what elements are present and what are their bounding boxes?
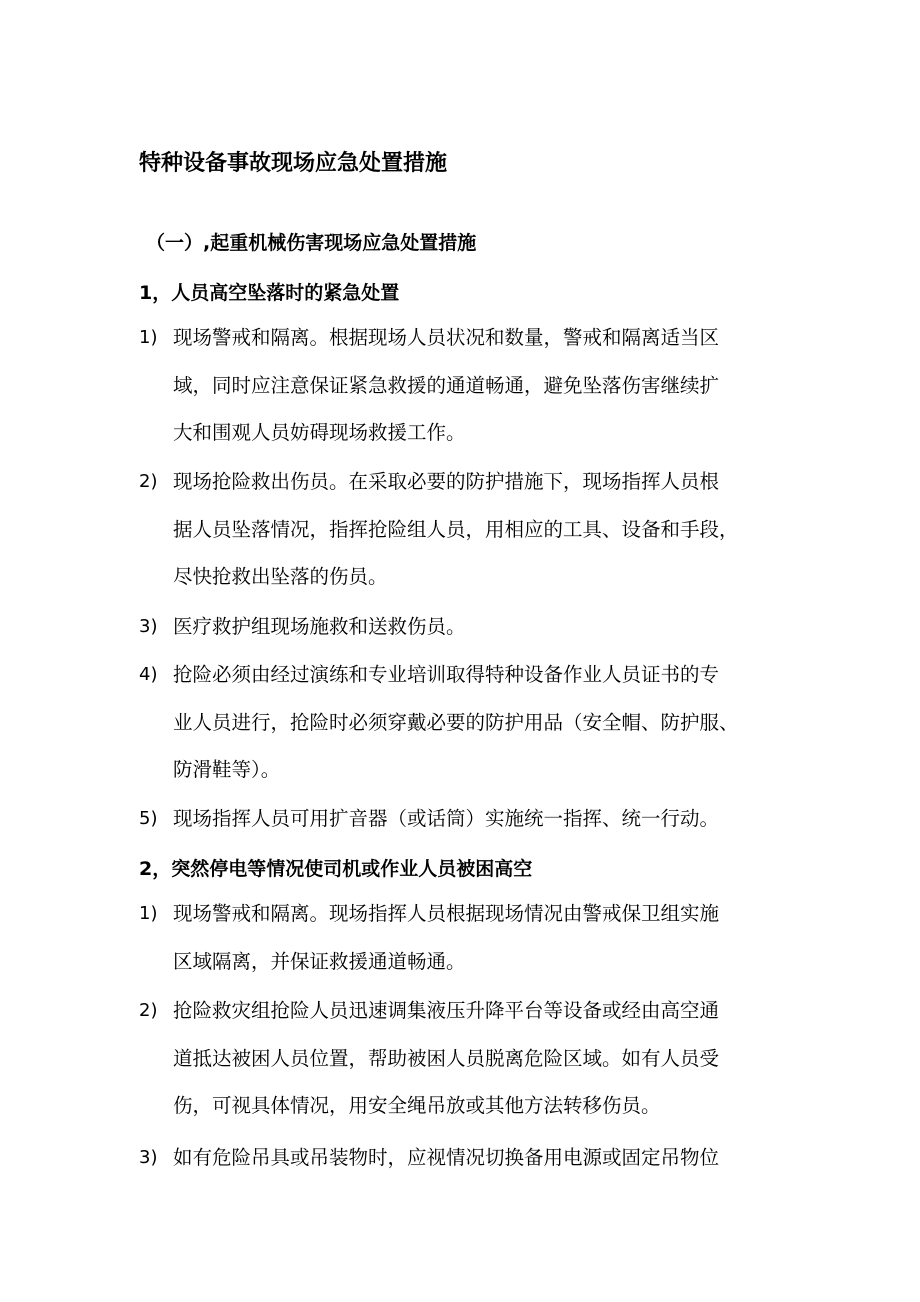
item-line: 伤，可视具体情况，用安全绳吊放或其他方法转移伤员。	[173, 1094, 661, 1117]
item-line: 防滑鞋等）。	[173, 758, 281, 781]
document-title: 特种设备事故现场应急处置措施	[139, 151, 448, 176]
item-text	[173, 890, 799, 985]
item-line: 现场警戒和隔离。现场指挥人员根据现场情况由警戒保卫组实施	[173, 902, 720, 925]
item-line: 如有危险吊具或吊装物时，应视情况切换备用电源或固定吊物位	[173, 1146, 720, 1169]
item-line: 据人员坠落情况，指挥抢险组人员，用相应的工具、设备和手段，	[173, 517, 739, 541]
item-line: 区域隔离，并保证救援通道畅通。	[173, 949, 466, 973]
item-line: 现场警戒和隔离。根据现场人员状况和数量，警戒和隔离适当区	[173, 326, 720, 349]
item-text	[173, 795, 799, 843]
item-number: 4)	[139, 664, 158, 685]
item-line: 抢险救灾组抢险人员迅速调集液压升降平台等设备或经由高空通	[173, 999, 720, 1022]
item-number: 1)	[139, 327, 158, 348]
item-line: 医疗救护组现场施救和送救伤员。	[173, 615, 466, 638]
subsection-heading-2: 2，突然停电等情况使司机或作业人员被困高空	[139, 858, 533, 880]
item-line: 尽快抢救出坠落的伤员。	[173, 565, 388, 588]
item-line: 业人员进行，抢险时必须穿戴必要的防护用品（安全帽、防护服、	[173, 710, 739, 734]
item-number: 3)	[139, 1147, 158, 1168]
item-text	[173, 987, 799, 1130]
item-number: 1)	[139, 903, 158, 924]
item-line: 现场抢险救出伤员。在采取必要的防护措施下，现场指挥人员根	[173, 470, 720, 493]
item-line: 大和围观人员妨碍现场救援工作。	[173, 421, 466, 444]
item-text	[173, 314, 799, 457]
item-line: 抢险必须由经过演练和专业培训取得特种设备作业人员证书的专	[173, 663, 720, 686]
item-line: 现场指挥人员可用扩音器（或话筒）实施统一指挥、统一行动。	[173, 807, 720, 830]
section-heading: （一）,起重机械伤害现场应急处置措施	[146, 232, 477, 254]
item-number: 2)	[139, 471, 158, 492]
item-line: 域，同时应注意保证紧急救援的通道畅通，避免坠落伤害继续扩	[173, 373, 720, 397]
item-text	[173, 1134, 799, 1182]
item-line: 道抵达被困人员位置，帮助被困人员脱离危险区域。如有人员受	[173, 1046, 720, 1070]
item-number: 3)	[139, 616, 158, 637]
item-number: 5)	[139, 808, 158, 829]
item-number: 2)	[139, 1000, 158, 1021]
item-text	[173, 603, 799, 651]
item-text	[173, 458, 799, 601]
item-text	[173, 651, 799, 794]
subsection-heading-1: 1，人员高空坠落时的紧急处置	[139, 282, 400, 304]
